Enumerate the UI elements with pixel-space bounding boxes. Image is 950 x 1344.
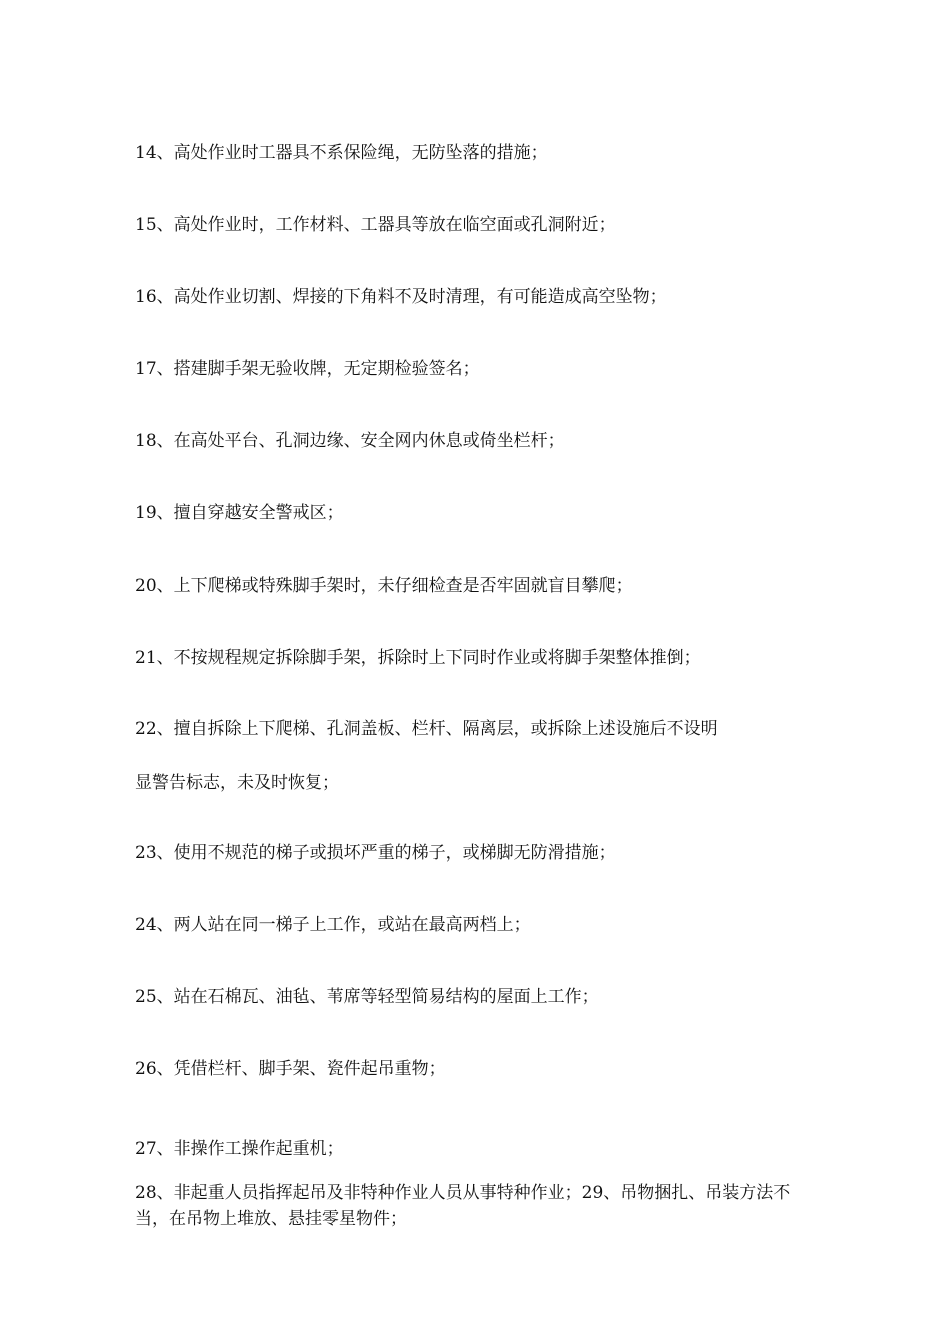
list-item: 28、非起重人员指挥起吊及非特种作业人员从事特种作业；29、吊物捆扎、吊装方法不当，在吊物上堆放、悬挂零星物件； xyxy=(135,1183,791,1229)
list-item xyxy=(135,719,795,793)
list-item: 14、高处作业时工器具不系保险绳，无防坠落的措施； xyxy=(135,143,548,163)
list-item: 26、凭借栏杆、脚手架、瓷件起吊重物； xyxy=(135,1059,446,1079)
list-item: 18、在高处平台、孔洞边缘、安全网内休息或倚坐栏杆； xyxy=(135,431,565,451)
list-item: 23、使用不规范的梯子或损坏严重的梯子，或梯脚无防滑措施； xyxy=(135,843,616,863)
list-item: 25、站在石棉瓦、油毡、苇席等轻型简易结构的屋面上工作； xyxy=(135,987,599,1007)
list-item: 27、非操作工操作起重机； xyxy=(135,1139,344,1159)
list-item: 20、上下爬梯或特殊脚手架时，未仔细检查是否牢固就盲目攀爬； xyxy=(135,576,633,596)
list-item: 21、不按规程规定拆除脚手架，拆除时上下同时作业或将脚手架整体推倒； xyxy=(135,648,701,668)
list-item: 16、高处作业切割、焊接的下角料不及时清理，有可能造成高空坠物； xyxy=(135,287,667,307)
list-item: 17、搭建脚手架无验收牌，无定期检验签名； xyxy=(135,359,480,379)
list-item: 24、两人站在同一梯子上工作，或站在最高两档上； xyxy=(135,915,531,935)
list-item: 15、高处作业时，工作材料、工器具等放在临空面或孔洞附近； xyxy=(135,215,616,235)
list-item-line-1: 22、擅自拆除上下爬梯、孔洞盖板、栏杆、隔离层，或拆除上述设施后不设明 xyxy=(135,719,718,739)
list-item: 19、擅自穿越安全警戒区； xyxy=(135,503,344,523)
list-item-line-2: 显警告标志，未及时恢复； xyxy=(135,773,339,793)
